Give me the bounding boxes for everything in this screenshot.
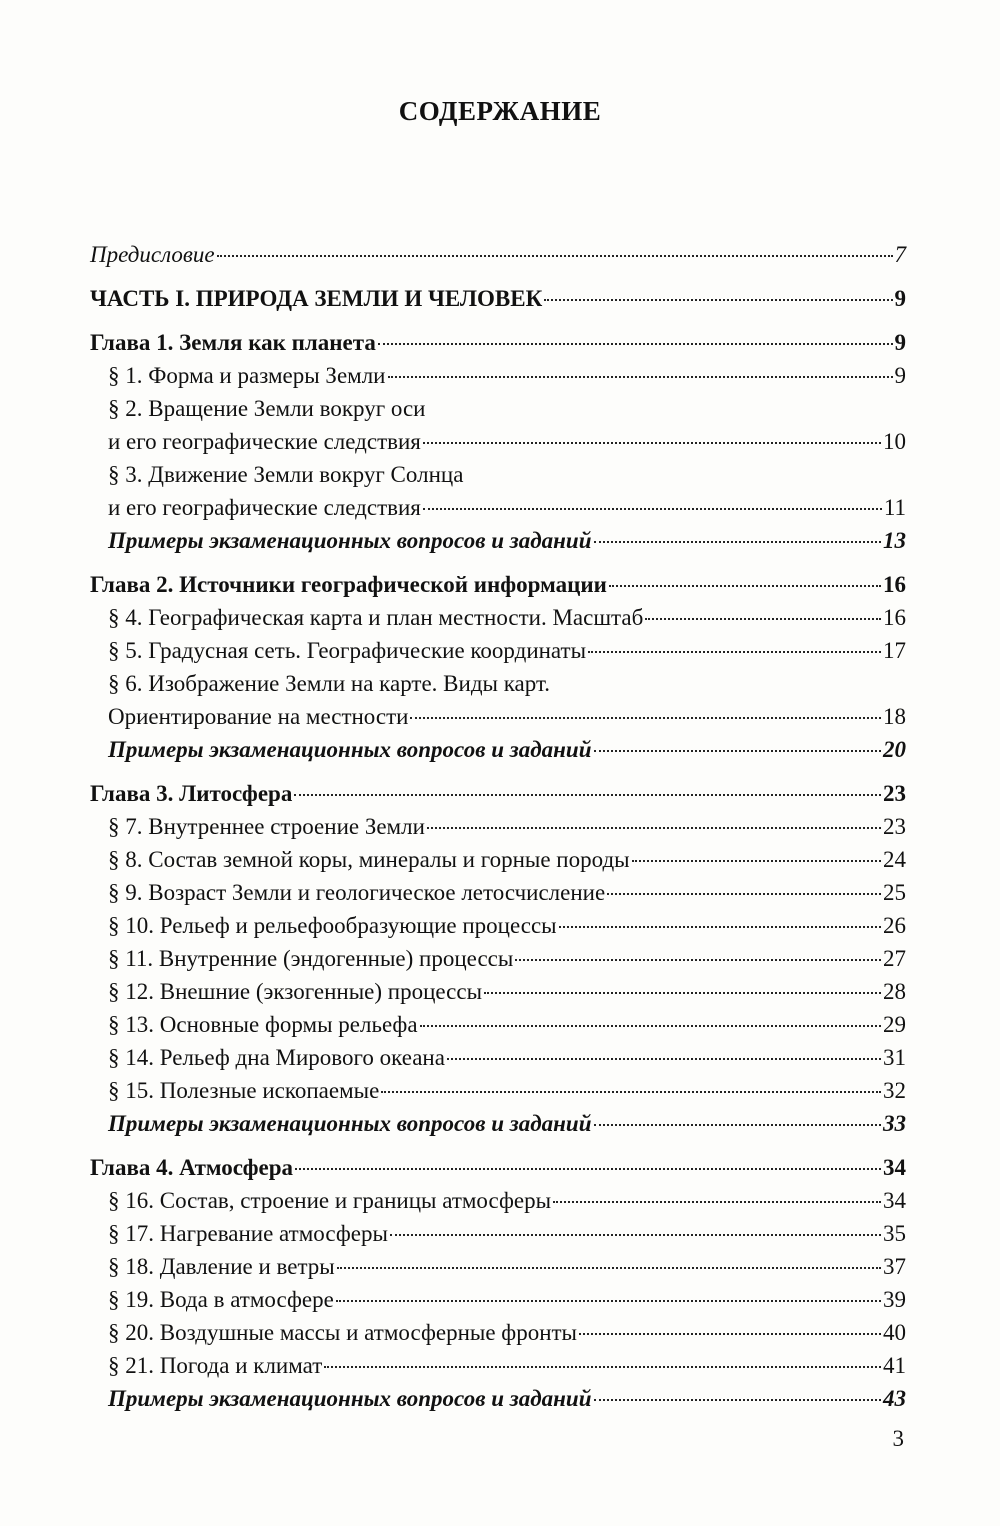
toc-entry[interactable] [90, 843, 906, 876]
table-of-contents [90, 238, 906, 1415]
toc-entry-title: § 19. Вода в атмосфере [108, 1287, 334, 1312]
dot-leader [390, 1234, 881, 1236]
toc-entry-page: 35 [883, 1221, 906, 1246]
dot-leader [645, 618, 881, 620]
toc-entry-title: § 11. Внутренние (эндогенные) процессы [108, 946, 514, 971]
dot-leader [295, 1168, 881, 1170]
dot-leader [594, 541, 882, 543]
toc-entry-page: 29 [883, 1012, 906, 1037]
toc-entry[interactable] [90, 1250, 906, 1283]
toc-entry[interactable] [90, 359, 906, 392]
toc-entry[interactable] [90, 425, 906, 458]
toc-entry[interactable] [90, 1283, 906, 1316]
toc-entry-page: 9 [894, 286, 906, 311]
dot-leader [337, 1267, 881, 1269]
toc-entry-page: 37 [883, 1254, 906, 1279]
dot-leader [388, 376, 893, 378]
toc-entry-title: § 1. Форма и размеры Земли [108, 363, 386, 388]
toc-entry-page: 24 [883, 847, 906, 872]
dot-leader [607, 893, 881, 895]
dot-leader [579, 1333, 881, 1335]
toc-entry-title: § 18. Давление и ветры [108, 1254, 335, 1279]
toc-entry-page: 25 [883, 880, 906, 905]
toc-entry[interactable] [90, 975, 906, 1008]
toc-entry-page: 40 [883, 1320, 906, 1345]
toc-entry-page: 41 [883, 1353, 906, 1378]
toc-entry-title: § 9. Возраст Земли и геологическое летосчисление [108, 880, 606, 905]
toc-entry[interactable] [90, 1316, 906, 1349]
toc-entry[interactable] [90, 733, 906, 766]
dot-leader [294, 794, 881, 796]
toc-entry-page: 34 [883, 1188, 906, 1213]
dot-leader [484, 992, 881, 994]
toc-entry-title: Ориентирование на местности [108, 704, 409, 729]
toc-entry[interactable] [90, 942, 906, 975]
toc-entry-page: 7 [894, 242, 906, 267]
toc-entry-title: § 2. Вращение Земли вокруг оси [108, 396, 426, 421]
toc-entry[interactable] [90, 601, 906, 634]
toc-entry-title: § 12. Внешние (экзогенные) процессы [108, 979, 483, 1004]
toc-entry-title: Примеры экзаменационных вопросов и заданий [108, 1111, 592, 1136]
toc-entry-title: Глава 2. Источники географической информации [90, 572, 607, 597]
toc-entry-title: § 17. Нагревание атмосферы [108, 1221, 388, 1246]
toc-entry-title: § 13. Основные формы рельефа [108, 1012, 418, 1037]
dot-leader [559, 926, 881, 928]
toc-entry-page: 26 [883, 913, 906, 938]
toc-entry-page: 18 [883, 704, 906, 729]
toc-entry[interactable] [90, 909, 906, 942]
toc-entry-page: 39 [883, 1287, 906, 1312]
section-gap [90, 766, 906, 777]
toc-entry-title: Глава 3. Литосфера [90, 781, 293, 806]
dot-leader [447, 1058, 881, 1060]
dot-leader [427, 827, 881, 829]
page-title: СОДЕРЖАНИЕ [398, 96, 602, 126]
toc-entry-title: § 15. Полезные ископаемые [108, 1078, 380, 1103]
toc-entry[interactable] [90, 777, 906, 810]
toc-entry-title: Предисловие [90, 242, 215, 267]
toc-entry-title: Глава 1. Земля как планета [90, 330, 376, 355]
toc-entry[interactable] [90, 524, 906, 557]
page-number: 3 [892, 1426, 904, 1451]
toc-entry-page: 16 [883, 605, 906, 630]
toc-entry-page: 9 [894, 363, 906, 388]
section-gap [90, 315, 906, 326]
dot-leader [420, 1025, 881, 1027]
toc-entry-page: 31 [883, 1045, 906, 1070]
toc-entry-page: 23 [883, 814, 906, 839]
dot-leader [336, 1300, 881, 1302]
toc-entry[interactable] [90, 568, 906, 601]
toc-entry-title: ЧАСТЬ I. ПРИРОДА ЗЕМЛИ И ЧЕЛОВЕК [90, 286, 543, 311]
toc-entry-title: § 8. Состав земной коры, минералы и горные породы [108, 847, 630, 872]
toc-entry-page: 17 [883, 638, 906, 663]
dot-leader [423, 508, 882, 510]
toc-entry[interactable] [90, 1008, 906, 1041]
toc-entry-title: § 20. Воздушные массы и атмосферные фронты [108, 1320, 578, 1345]
dot-leader [410, 717, 881, 719]
toc-entry[interactable] [90, 1074, 906, 1107]
dot-leader [594, 1399, 882, 1401]
dot-leader [544, 299, 892, 301]
dot-leader [378, 343, 893, 345]
toc-entry-title: § 14. Рельеф дна Мирового океана [108, 1045, 445, 1070]
toc-entry[interactable] [90, 491, 906, 524]
toc-entry-title: и его географические следствия [108, 429, 421, 454]
toc-entry-page: 23 [883, 781, 906, 806]
section-gap [90, 1140, 906, 1151]
toc-entry-title: § 3. Движение Земли вокруг Солнца [108, 462, 464, 487]
dot-leader [609, 585, 881, 587]
toc-entry[interactable] [90, 634, 906, 667]
dot-leader [553, 1201, 881, 1203]
toc-entry-page: 33 [883, 1111, 906, 1136]
toc-entry-title: и его географические следствия [108, 495, 421, 520]
toc-entry-title: § 4. Географическая карта и план местности. Масштаб [108, 605, 644, 630]
toc-entry[interactable] [90, 1382, 906, 1415]
toc-entry[interactable] [90, 458, 906, 491]
toc-entry-page: 28 [883, 979, 906, 1004]
toc-entry[interactable] [90, 810, 906, 843]
toc-entry-title: Примеры экзаменационных вопросов и заданий [108, 528, 592, 553]
toc-entry[interactable] [90, 1184, 906, 1217]
toc-entry-title: § 7. Внутреннее строение Земли [108, 814, 425, 839]
toc-entry[interactable] [90, 876, 906, 909]
section-gap [90, 557, 906, 568]
toc-entry-title: § 21. Погода и климат [108, 1353, 323, 1378]
toc-entry[interactable] [90, 667, 906, 700]
dot-leader [324, 1366, 881, 1368]
toc-entry[interactable] [90, 1349, 906, 1382]
dot-leader [594, 1124, 882, 1126]
toc-entry[interactable] [90, 1151, 906, 1184]
toc-entry-title: Глава 4. Атмосфера [90, 1155, 294, 1180]
toc-entry-page: 16 [883, 572, 906, 597]
toc-entry[interactable] [90, 1041, 906, 1074]
toc-entry-title: § 16. Состав, строение и границы атмосферы [108, 1188, 552, 1213]
dot-leader [632, 860, 881, 862]
toc-entry-page: 20 [883, 737, 906, 762]
toc-entry-page: 27 [883, 946, 906, 971]
toc-entry[interactable] [90, 238, 906, 271]
dot-leader [423, 442, 881, 444]
toc-entry[interactable] [90, 1107, 906, 1140]
section-gap [90, 271, 906, 282]
toc-entry-title: § 5. Градусная сеть. Географические координаты [108, 638, 587, 663]
dot-leader [217, 255, 893, 257]
toc-entry-page: 32 [883, 1078, 906, 1103]
toc-entry[interactable] [90, 282, 906, 315]
dot-leader [588, 651, 881, 653]
toc-entry-title: Примеры экзаменационных вопросов и заданий [108, 1386, 592, 1411]
dot-leader [515, 959, 881, 961]
toc-entry-page: 11 [883, 495, 906, 520]
toc-entry-title: § 10. Рельеф и рельефообразующие процессы [108, 913, 557, 938]
toc-entry-title: Примеры экзаменационных вопросов и заданий [108, 737, 592, 762]
toc-entry-page: 10 [883, 429, 906, 454]
toc-entry-title: § 6. Изображение Земли на карте. Виды карт. [108, 671, 551, 696]
toc-entry[interactable] [90, 392, 906, 425]
toc-entry-page: 13 [883, 528, 906, 553]
toc-entry-page: 34 [883, 1155, 906, 1180]
toc-entry-page: 43 [883, 1386, 906, 1411]
toc-entry-page: 9 [894, 330, 906, 355]
toc-entry[interactable] [90, 326, 906, 359]
toc-entry[interactable] [90, 700, 906, 733]
dot-leader [594, 750, 882, 752]
dot-leader [381, 1091, 881, 1093]
toc-entry[interactable] [90, 1217, 906, 1250]
